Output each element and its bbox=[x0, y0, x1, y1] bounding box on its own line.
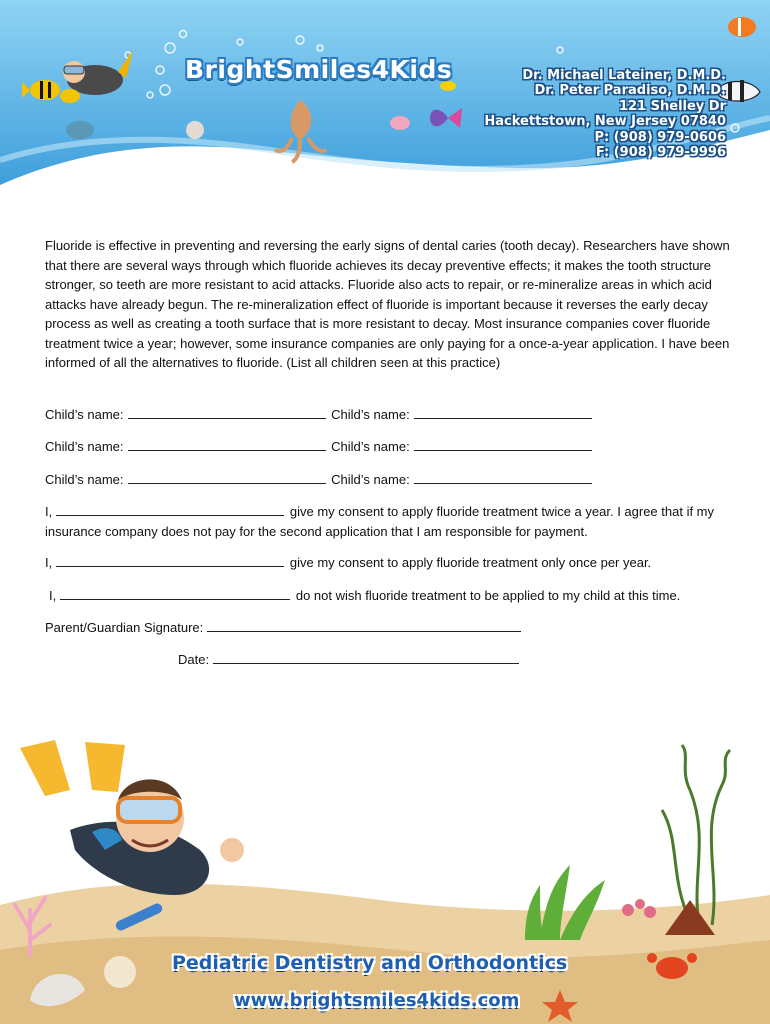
city-state-zip: Hackettstown, New Jersey 07840 bbox=[484, 114, 726, 130]
consent-once-text: give my consent to apply fluoride treatment only once per year. bbox=[289, 555, 652, 570]
consent-twice-statement bbox=[45, 502, 735, 541]
fluoride-intro-paragraph: Fluoride is effective in preventing and reversing the early signs of dental caries (tooth decay). Researchers have shown that there are several ways through which fluoride achieves its decay preventive effects; it makes the tooth structure stronger, so teeth are more resistant to acid attacks. Fluoride also acts to repair, or re-mineralize areas in which acid attacks have already begun. The re-mineralization effect of fluoride is important because it reverses the early decay process as well as creating a tooth surface that is more resistant to decay. Most insurance companies cover fluoride treatment twice a year; however, some insurance companies are only paying for a once-a-year application. I have been informed of all the alternatives to fluoride. (List all children seen at this practice) bbox=[45, 238, 730, 370]
date-field[interactable] bbox=[213, 650, 519, 664]
date-label: Date: bbox=[178, 652, 210, 667]
consent-once-statement bbox=[45, 553, 651, 573]
phone-number: P: (908) 979-0606 bbox=[594, 129, 726, 145]
doctor-2: Dr. Peter Paradiso, D.M.D. bbox=[534, 83, 726, 99]
child-name-field[interactable] bbox=[128, 437, 326, 451]
street-address: 121 Shelley Dr bbox=[618, 98, 726, 114]
parent-name-field-once[interactable] bbox=[56, 553, 284, 567]
child-name-label: Child’s name: bbox=[45, 472, 124, 487]
footer-seabed-illustration bbox=[0, 700, 770, 1024]
brand-logo: BrightSmiles4Kids bbox=[185, 55, 453, 84]
decline-statement bbox=[49, 586, 680, 606]
child-name-row-3 bbox=[45, 470, 594, 490]
child-name-label: Child’s name: bbox=[45, 439, 124, 454]
parent-name-field-twice[interactable] bbox=[56, 502, 284, 516]
child-name-field[interactable] bbox=[414, 470, 592, 484]
consent-prefix: I, bbox=[45, 555, 53, 570]
footer-website-link[interactable]: www.brightsmiles4kids.com bbox=[234, 990, 520, 1011]
consent-twice-text: give my consent to apply fluoride treatment twice a year. I agree that if my insurance company does not pay for the second application that I am responsible for payment. bbox=[45, 504, 715, 539]
practice-contact-block bbox=[470, 68, 726, 160]
child-name-label: Child’s name: bbox=[45, 407, 124, 422]
date-row bbox=[178, 650, 521, 670]
child-name-field[interactable] bbox=[128, 405, 326, 419]
parent-name-field-decline[interactable] bbox=[60, 586, 290, 600]
decline-text: do not wish fluoride treatment to be applied to my child at this time. bbox=[295, 588, 681, 603]
child-name-label: Child’s name: bbox=[331, 439, 410, 454]
child-name-field[interactable] bbox=[414, 405, 592, 419]
doctor-1: Dr. Michael Lateiner, D.M.D. bbox=[522, 68, 726, 83]
fluoride-consent-form bbox=[45, 236, 735, 667]
fax-number: F: (908) 979-9996 bbox=[595, 145, 726, 161]
signature-label: Parent/Guardian Signature: bbox=[45, 620, 204, 635]
child-name-row-1 bbox=[45, 405, 594, 425]
signature-row bbox=[45, 618, 523, 638]
child-name-label: Child’s name: bbox=[331, 472, 410, 487]
child-name-label: Child’s name: bbox=[331, 407, 410, 422]
signature-field[interactable] bbox=[207, 618, 521, 632]
footer-tagline: Pediatric Dentistry and Orthodontics bbox=[172, 952, 568, 974]
child-name-field[interactable] bbox=[414, 437, 592, 451]
consent-prefix: I, bbox=[45, 504, 53, 519]
child-name-row-2 bbox=[45, 437, 594, 457]
child-name-field[interactable] bbox=[128, 470, 326, 484]
consent-prefix: I, bbox=[49, 588, 57, 603]
